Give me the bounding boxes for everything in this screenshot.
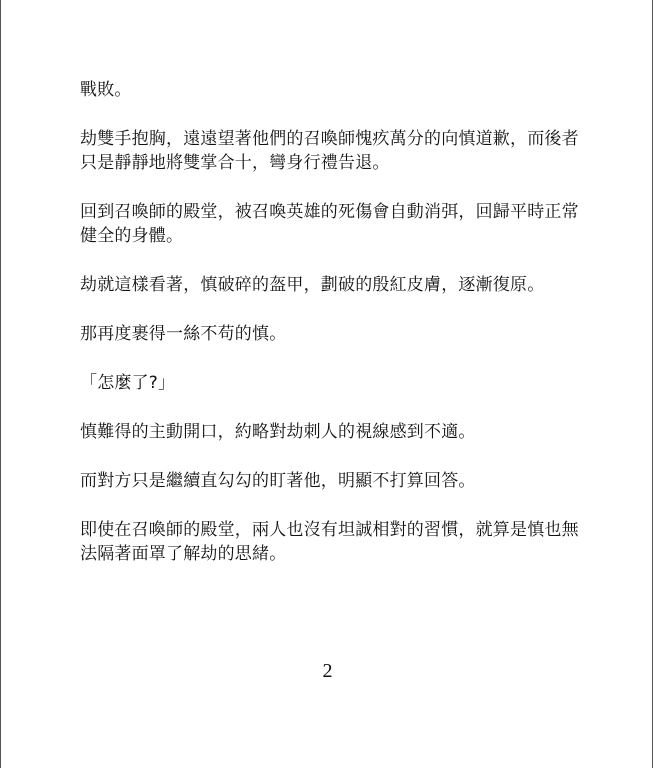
paragraph: 「怎麼了?」 [80, 373, 176, 393]
paragraph: 慎難得的主動開口，約略對劫刺人的視線感到不適。 [80, 422, 476, 442]
paragraph: 劫就這樣看著，慎破碎的盔甲，劃破的殷紅皮膚，逐漸復原。 [80, 275, 545, 295]
paragraph: 戰敗。 [80, 80, 132, 100]
paragraph: 回到召喚師的殿堂，被召喚英雄的死傷會自動消弭，回歸平時正常健全的身體。 [80, 202, 579, 246]
page-number: 2 [322, 660, 333, 682]
document-body [80, 78, 585, 591]
paragraph: 而對方只是繼續直勾勾的盯著他，明顯不打算回答。 [80, 471, 476, 491]
paragraph: 劫雙手抱胸，遠遠望著他們的召喚師愧疚萬分的向慎道歉，而後者只是靜靜地將雙掌合十，彎身行禮告退。 [80, 129, 579, 173]
paragraph: 那再度裹得一絲不苟的慎。 [80, 324, 287, 344]
paragraph: 即使在召喚師的殿堂，兩人也沒有坦誠相對的習慣，就算是慎也無法隔著面罩了解劫的思緒。 [80, 520, 579, 564]
